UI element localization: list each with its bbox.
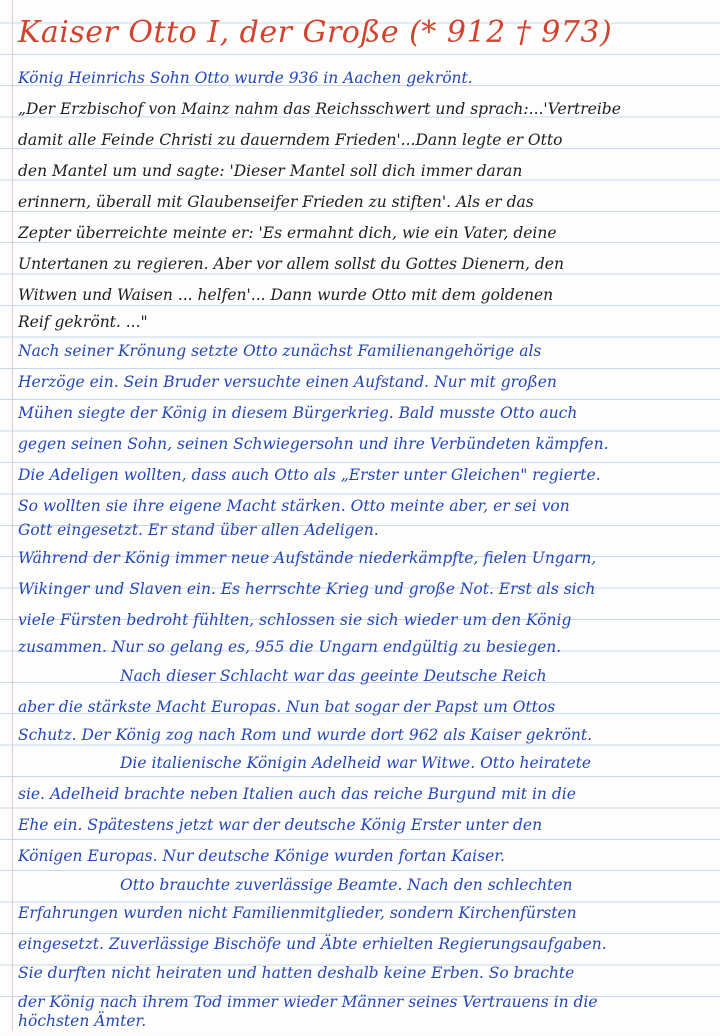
text-line: Nach dieser Schlacht war das geeinte Deutsche Reich — [120, 667, 547, 685]
text-line: Die Adeligen wollten, dass auch Otto als „Erster unter Gleichen" regierte. — [18, 466, 601, 484]
text-line: Nach seiner Krönung setzte Otto zunächst Familienangehörige als — [18, 342, 542, 360]
text-line: Sie durften nicht heiraten und hatten deshalb keine Erben. So brachte — [18, 964, 575, 982]
text-line: höchsten Ämter. — [18, 1012, 147, 1030]
text-line: Otto brauchte zuverlässige Beamte. Nach den schlechten — [120, 876, 573, 894]
page-title: Kaiser Otto I, der Große (* 912 † 973) — [18, 15, 613, 50]
text-line: Schutz. Der König zog nach Rom und wurde dort 962 als Kaiser gekrönt. — [18, 726, 593, 744]
text-line: Königen Europas. Nur deutsche Könige wurden fortan Kaiser. — [18, 847, 505, 865]
quote-line: Witwen und Waisen ... helfen'... Dann wurde Otto mit dem goldenen — [18, 286, 554, 304]
text-line: gegen seinen Sohn, seinen Schwiegersohn und ihre Verbündeten kämpfen. — [18, 435, 609, 453]
text-line: Mühen siegte der König in diesem Bürgerkrieg. Bald musste Otto auch — [18, 404, 578, 422]
quote-line: damit alle Feinde Christi zu dauerndem Frieden'...Dann legte er Otto — [18, 131, 563, 149]
quote-line: Untertanen zu regieren. Aber vor allem sollst du Gottes Dienern, den — [18, 255, 564, 273]
quote-line: erinnern, überall mit Glaubenseifer Frieden zu stiften'. Als er das — [18, 193, 534, 211]
text-line: zusammen. Nur so gelang es, 955 die Ungarn endgültig zu besiegen. — [18, 638, 562, 656]
text-line: Die italienische Königin Adelheid war Witwe. Otto heiratete — [120, 754, 592, 772]
text-line: viele Fürsten bedroht fühlten, schlossen sie sich wieder um den König — [18, 611, 572, 629]
quote-line: den Mantel um und sagte: 'Dieser Mantel soll dich immer daran — [18, 162, 523, 180]
quote-line: Zepter überreichte meinte er: 'Es ermahnt dich, wie ein Vater, deine — [18, 224, 557, 242]
text-line: So wollten sie ihre eigene Macht stärken. Otto meinte aber, er sei von — [18, 497, 570, 515]
text-line: Erfahrungen wurden nicht Familienmitglieder, sondern Kirchenfürsten — [18, 904, 577, 922]
text-line: Ehe ein. Spätestens jetzt war der deutsche König Erster unter den — [18, 816, 543, 834]
quote-line: Reif gekrönt. ..." — [18, 313, 148, 331]
text-line: Während der König immer neue Aufstände niederkämpfte, fielen Ungarn, — [18, 549, 597, 567]
text-line: eingesetzt. Zuverlässige Bischöfe und Äbte erhielten Regierungsaufgaben. — [18, 935, 607, 953]
text-line: Wikinger und Slaven ein. Es herrschte Krieg und große Not. Erst als sich — [18, 580, 596, 598]
text-line: Herzöge ein. Sein Bruder versuchte einen Aufstand. Nur mit großen — [18, 373, 557, 391]
margin-line — [12, 0, 13, 1031]
quote-line: „Der Erzbischof von Mainz nahm das Reichsschwert und sprach:...'Vertreibe — [18, 100, 621, 118]
text-line: der König nach ihrem Tod immer wieder Männer seines Vertrauens in die — [18, 993, 598, 1011]
text-line: sie. Adelheid brachte neben Italien auch das reiche Burgund mit in die — [18, 785, 576, 803]
text-line: aber die stärkste Macht Europas. Nun bat sogar der Papst um Ottos — [18, 698, 556, 716]
text-line: König Heinrichs Sohn Otto wurde 936 in Aachen gekrönt. — [18, 69, 473, 87]
text-line: Gott eingesetzt. Er stand über allen Adeligen. — [18, 521, 379, 539]
